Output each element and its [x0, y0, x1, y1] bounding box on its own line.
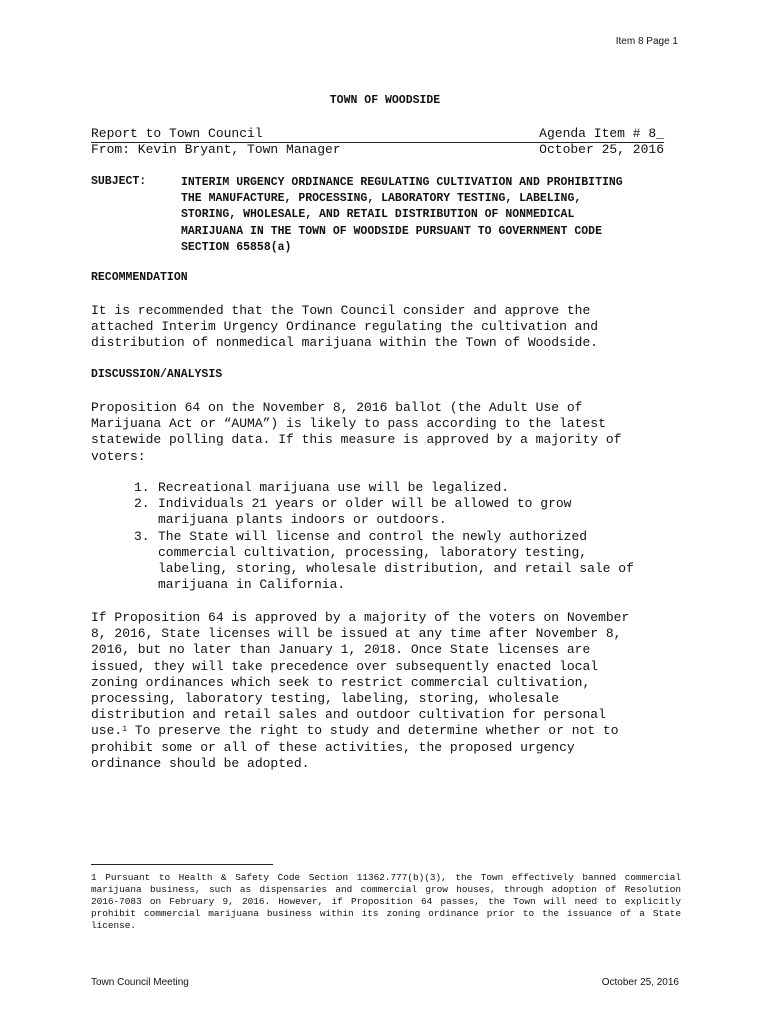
list-item [134, 529, 674, 594]
report-to: Report to Town Council [91, 126, 263, 141]
page-number-label: Item 8 Page 1 [615, 36, 678, 47]
para2-part-a: If Proposition 64 is approved by a majority of the voters on November 8, 2016, State licenses will be issued at any time after November 8, 2016, but no later than January 1, 2018. Once State licenses are issued, they will take precedence over subsequently enacted local zoning ordinances which seek to restrict commercial cultivation, processing, laboratory testing, labeling, storing, wholesale distribution and retail sales and outdoor cultivation for personal use. [91, 610, 630, 739]
subject-label: SUBJECT: [91, 175, 147, 188]
list-text: Individuals 21 years or older will be allowed to grow marijuana plants indoors or outdoors. [158, 496, 572, 528]
discussion-paragraph-2 [91, 610, 676, 772]
list-text: The State will license and control the newly authorized commercial cultivation, processing, laboratory testing, labeling, storing, wholesale distribution, and retail sale of marijuana in California. [158, 528, 634, 593]
document-title: TOWN OF WOODSIDE [329, 94, 441, 107]
list-text: Recreational marijuana use will be legalized. [158, 480, 510, 495]
list-item [134, 480, 674, 496]
footnote-divider [91, 864, 273, 865]
footnote-reference[interactable]: 1 [122, 725, 128, 735]
list-number: 3. [134, 528, 150, 544]
list-number: 1. [134, 480, 150, 495]
list-number: 2. [134, 496, 150, 512]
discussion-heading: DISCUSSION/ANALYSIS [91, 368, 223, 381]
subject-text: INTERIM URGENCY ORDINANCE REGULATING CULTIVATION AND PROHIBITING THE MANUFACTURE, PROCESSING, LABORATORY TESTING, LABELING, STORING, WHOLESALE, AND RETAIL DISTRIBUTION OF NONMEDICAL MARIJUANA IN THE TOWN OF WOODSIDE PURSUANT TO GOVERNMENT CODE SECTION 65858(a) [181, 176, 623, 254]
recommendation-paragraph: It is recommended that the Town Council consider and approve the attached Interim Urgency Ordinance regulating the cultivation and distribution of nonmedical marijuana within the Town of Woodside. [91, 303, 599, 351]
discussion-intro-paragraph: Proposition 64 on the November 8, 2016 ballot (the Adult Use of Marijuana Act or “AUMA”) is likely to pass according to the latest statewide polling data. If this measure is approved by a majority of voters: [91, 400, 622, 464]
memo-report-line [91, 126, 664, 143]
outcomes-list [134, 480, 674, 593]
footnote-text: 1 Pursuant to Health & Safety Code Section 11362.777(b)(3), the Town effectively banned commercial marijuana business, such as dispensaries and commercial grow houses, through adoption of Resolution 2016-7083 on February 9, 2016. However, if Proposition 64 passes, the Town will need to explicitly prohibit commercial marijuana business within its zoning ordinance prior to the issuance of a State license. [91, 872, 681, 931]
list-item [134, 496, 674, 528]
memo-from-line [91, 142, 664, 158]
agenda-item: Agenda Item # 8_ [539, 126, 664, 141]
memo-date: October 25, 2016 [539, 142, 664, 157]
footer-meeting-label: Town Council Meeting [91, 977, 189, 988]
para2-part-b: To preserve the right to study and determine whether or not to prohibit some or all of these activities, the proposed urgency ordinance should be adopted. [91, 723, 619, 771]
memo-from: From: Kevin Bryant, Town Manager [91, 142, 341, 157]
footer-date: October 25, 2016 [601, 977, 679, 988]
recommendation-heading: RECOMMENDATION [91, 271, 188, 284]
